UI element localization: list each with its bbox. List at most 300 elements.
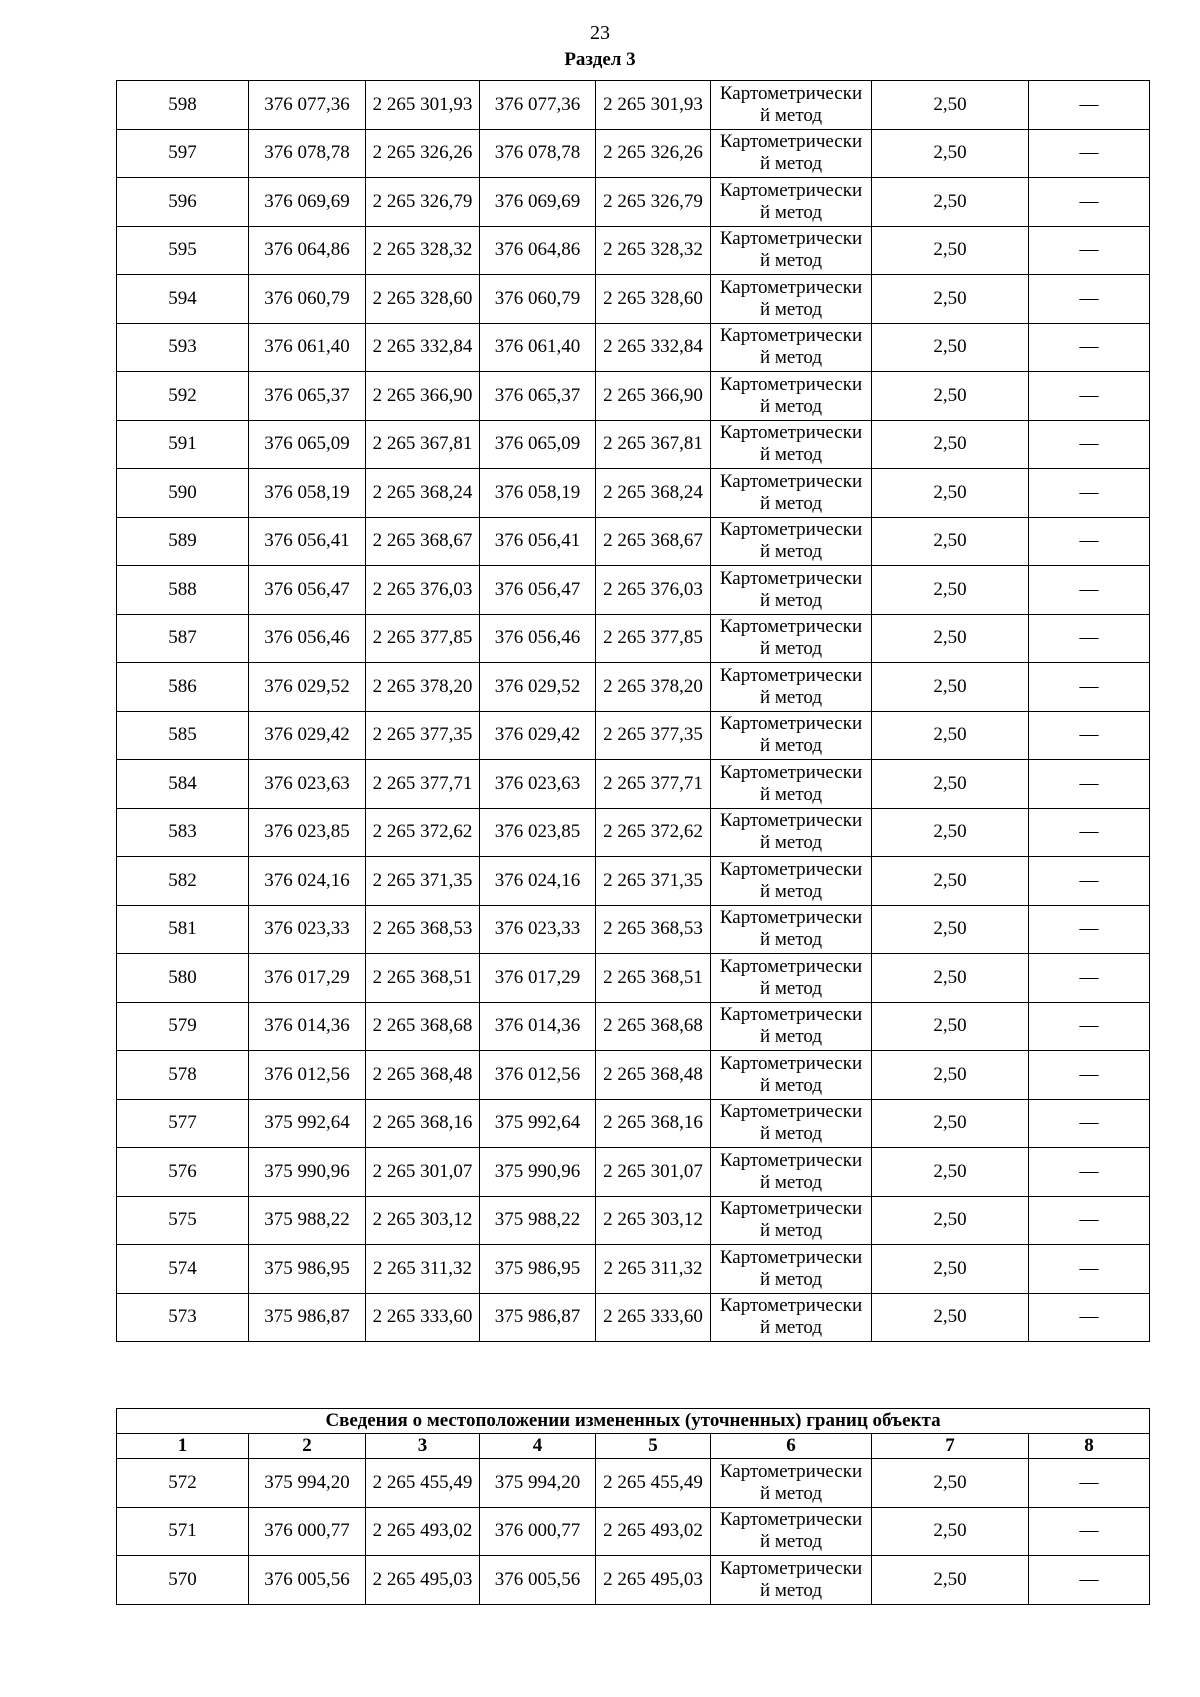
cell-x-existing: 376 023,63 (249, 760, 366, 809)
cell-precision: 2,50 (872, 517, 1029, 566)
cell-method (711, 1507, 872, 1556)
table-row (117, 1002, 1150, 1051)
cell-x-existing: 376 017,29 (249, 954, 366, 1003)
table-caption-row (117, 1409, 1150, 1434)
cell-x-new: 376 023,85 (480, 808, 596, 857)
cell-description: — (1029, 857, 1150, 906)
cell-x-existing: 376 012,56 (249, 1051, 366, 1100)
method-line-1: Картометрически (719, 761, 863, 783)
table-row (117, 1293, 1150, 1342)
cell-method (711, 1556, 872, 1605)
changed-boundaries-table (116, 1408, 1150, 1605)
method-line-1: Картометрически (719, 1101, 863, 1123)
method-line-1: Картометрически (719, 567, 863, 589)
table-row (117, 711, 1150, 760)
method-line-1: Картометрически (719, 858, 863, 880)
cell-x-existing: 376 065,37 (249, 372, 366, 421)
cell-point-number: 572 (117, 1459, 249, 1508)
cell-method (711, 372, 872, 421)
cell-y-new: 2 265 455,49 (596, 1459, 711, 1508)
cell-y-new: 2 265 368,24 (596, 469, 711, 518)
cell-description: — (1029, 1245, 1150, 1294)
method-line-2: й метод (759, 1171, 823, 1193)
cell-y-existing: 2 265 368,68 (366, 1002, 480, 1051)
cell-method (711, 711, 872, 760)
cell-description: — (1029, 469, 1150, 518)
cell-point-number: 591 (117, 420, 249, 469)
cell-x-existing: 375 986,95 (249, 1245, 366, 1294)
cell-x-new: 376 077,36 (480, 81, 596, 130)
cell-precision: 2,50 (872, 420, 1029, 469)
cell-point-number: 597 (117, 129, 249, 178)
cell-precision: 2,50 (872, 372, 1029, 421)
method-line-1: Картометрически (719, 810, 863, 832)
cell-precision: 2,50 (872, 1245, 1029, 1294)
cell-x-existing: 376 005,56 (249, 1556, 366, 1605)
cell-precision: 2,50 (872, 905, 1029, 954)
cell-y-existing: 2 265 333,60 (366, 1293, 480, 1342)
cell-x-existing: 376 029,52 (249, 663, 366, 712)
cell-method (711, 323, 872, 372)
cell-x-new: 375 994,20 (480, 1459, 596, 1508)
cell-description: — (1029, 129, 1150, 178)
cell-precision: 2,50 (872, 566, 1029, 615)
cell-description: — (1029, 275, 1150, 324)
cell-y-new: 2 265 301,93 (596, 81, 711, 130)
cell-method (711, 1459, 872, 1508)
cell-y-existing: 2 265 372,62 (366, 808, 480, 857)
cell-y-new: 2 265 301,07 (596, 1148, 711, 1197)
table-row (117, 420, 1150, 469)
cell-point-number: 594 (117, 275, 249, 324)
cell-x-new: 375 986,87 (480, 1293, 596, 1342)
cell-method (711, 663, 872, 712)
method-line-1: Картометрически (719, 373, 863, 395)
cell-precision: 2,50 (872, 323, 1029, 372)
method-line-1: Картометрически (719, 1557, 863, 1579)
cell-method (711, 275, 872, 324)
cell-method (711, 566, 872, 615)
cell-y-existing: 2 265 493,02 (366, 1507, 480, 1556)
cell-method (711, 1293, 872, 1342)
cell-y-existing: 2 265 368,67 (366, 517, 480, 566)
column-number-6: 6 (711, 1434, 872, 1459)
cell-precision: 2,50 (872, 1507, 1029, 1556)
cell-y-new: 2 265 326,26 (596, 129, 711, 178)
cell-method (711, 760, 872, 809)
cell-y-existing: 2 265 377,71 (366, 760, 480, 809)
cell-point-number: 586 (117, 663, 249, 712)
table-row (117, 469, 1150, 518)
cell-x-existing: 376 064,86 (249, 226, 366, 275)
cell-method (711, 81, 872, 130)
cell-y-new: 2 265 493,02 (596, 1507, 711, 1556)
method-line-1: Картометрически (719, 616, 863, 638)
cell-x-new: 375 992,64 (480, 1099, 596, 1148)
cell-x-existing: 375 994,20 (249, 1459, 366, 1508)
method-line-2: й метод (759, 1317, 823, 1339)
cell-precision: 2,50 (872, 1293, 1029, 1342)
cell-description: — (1029, 1293, 1150, 1342)
cell-point-number: 577 (117, 1099, 249, 1148)
cell-y-existing: 2 265 455,49 (366, 1459, 480, 1508)
method-line-1: Картометрически (719, 1198, 863, 1220)
cell-precision: 2,50 (872, 1099, 1029, 1148)
cell-x-existing: 376 061,40 (249, 323, 366, 372)
method-line-2: й метод (759, 783, 823, 805)
cell-y-new: 2 265 372,62 (596, 808, 711, 857)
cell-x-new: 376 023,63 (480, 760, 596, 809)
cell-point-number: 593 (117, 323, 249, 372)
cell-y-new: 2 265 326,79 (596, 178, 711, 227)
cell-point-number: 589 (117, 517, 249, 566)
cell-description: — (1029, 808, 1150, 857)
cell-y-existing: 2 265 495,03 (366, 1556, 480, 1605)
cell-x-existing: 376 069,69 (249, 178, 366, 227)
table-row (117, 566, 1150, 615)
cell-x-new: 376 023,33 (480, 905, 596, 954)
column-number-row (117, 1434, 1150, 1459)
cell-y-new: 2 265 368,67 (596, 517, 711, 566)
cell-x-new: 376 064,86 (480, 226, 596, 275)
table-row (117, 857, 1150, 906)
column-number-2: 2 (249, 1434, 366, 1459)
cell-x-existing: 375 990,96 (249, 1148, 366, 1197)
cell-precision: 2,50 (872, 226, 1029, 275)
cell-y-existing: 2 265 368,48 (366, 1051, 480, 1100)
cell-method (711, 420, 872, 469)
method-line-1: Картометрически (719, 1052, 863, 1074)
method-line-2: й метод (759, 977, 823, 999)
cell-method (711, 614, 872, 663)
cell-y-new: 2 265 377,35 (596, 711, 711, 760)
table-row (117, 760, 1150, 809)
method-line-1: Картометрически (719, 82, 863, 104)
method-line-2: й метод (759, 153, 823, 175)
cell-y-new: 2 265 495,03 (596, 1556, 711, 1605)
cell-description: — (1029, 663, 1150, 712)
cell-point-number: 596 (117, 178, 249, 227)
cell-point-number: 584 (117, 760, 249, 809)
method-line-1: Картометрически (719, 955, 863, 977)
cell-x-existing: 376 077,36 (249, 81, 366, 130)
cell-y-new: 2 265 368,16 (596, 1099, 711, 1148)
cell-x-existing: 376 058,19 (249, 469, 366, 518)
table-row (117, 178, 1150, 227)
cell-method (711, 857, 872, 906)
cell-x-new: 375 986,95 (480, 1245, 596, 1294)
method-line-2: й метод (759, 298, 823, 320)
cell-x-new: 375 990,96 (480, 1148, 596, 1197)
table-row (117, 954, 1150, 1003)
cell-precision: 2,50 (872, 711, 1029, 760)
cell-point-number: 587 (117, 614, 249, 663)
cell-y-existing: 2 265 377,35 (366, 711, 480, 760)
cell-method (711, 1196, 872, 1245)
cell-y-existing: 2 265 326,26 (366, 129, 480, 178)
changed-boundaries-body (117, 1409, 1150, 1605)
cell-y-existing: 2 265 368,24 (366, 469, 480, 518)
cell-precision: 2,50 (872, 1051, 1029, 1100)
cell-precision: 2,50 (872, 275, 1029, 324)
cell-x-existing: 376 000,77 (249, 1507, 366, 1556)
cell-x-existing: 376 078,78 (249, 129, 366, 178)
section-title: Раздел 3 (564, 49, 636, 70)
cell-precision: 2,50 (872, 178, 1029, 227)
cell-precision: 2,50 (872, 129, 1029, 178)
cell-method (711, 469, 872, 518)
method-line-1: Картометрически (719, 228, 863, 250)
table-row (117, 1148, 1150, 1197)
cell-x-existing: 376 060,79 (249, 275, 366, 324)
method-line-1: Картометрически (719, 713, 863, 735)
table-row (117, 663, 1150, 712)
column-number-4: 4 (480, 1434, 596, 1459)
cell-x-existing: 376 024,16 (249, 857, 366, 906)
method-line-1: Картометрически (719, 1460, 863, 1482)
cell-description: — (1029, 760, 1150, 809)
cell-point-number: 582 (117, 857, 249, 906)
cell-x-existing: 375 992,64 (249, 1099, 366, 1148)
cell-x-new: 376 065,09 (480, 420, 596, 469)
method-line-2: й метод (759, 735, 823, 757)
cell-method (711, 226, 872, 275)
table-caption: Сведения о местоположении измененных (уточненных) границ объекта (117, 1409, 1150, 1434)
cell-x-new: 376 017,29 (480, 954, 596, 1003)
cell-description: — (1029, 614, 1150, 663)
cell-description: — (1029, 566, 1150, 615)
cell-x-existing: 376 065,09 (249, 420, 366, 469)
cell-point-number: 576 (117, 1148, 249, 1197)
cell-point-number: 579 (117, 1002, 249, 1051)
cell-y-existing: 2 265 368,51 (366, 954, 480, 1003)
cell-description: — (1029, 1556, 1150, 1605)
method-line-2: й метод (759, 929, 823, 951)
method-line-1: Картометрически (719, 1509, 863, 1531)
method-line-1: Картометрически (719, 1004, 863, 1026)
cell-description: — (1029, 1051, 1150, 1100)
cell-description: — (1029, 711, 1150, 760)
cell-precision: 2,50 (872, 1002, 1029, 1051)
cell-precision: 2,50 (872, 1196, 1029, 1245)
cell-x-new: 376 078,78 (480, 129, 596, 178)
cell-y-new: 2 265 366,90 (596, 372, 711, 421)
cell-y-new: 2 265 376,03 (596, 566, 711, 615)
cell-y-new: 2 265 311,32 (596, 1245, 711, 1294)
cell-y-new: 2 265 303,12 (596, 1196, 711, 1245)
method-line-2: й метод (759, 492, 823, 514)
cell-y-new: 2 265 368,68 (596, 1002, 711, 1051)
cell-method (711, 954, 872, 1003)
method-line-2: й метод (759, 250, 823, 272)
cell-y-existing: 2 265 377,85 (366, 614, 480, 663)
cell-x-new: 376 029,52 (480, 663, 596, 712)
cell-y-new: 2 265 371,35 (596, 857, 711, 906)
cell-y-existing: 2 265 303,12 (366, 1196, 480, 1245)
cell-point-number: 583 (117, 808, 249, 857)
cell-y-existing: 2 265 301,07 (366, 1148, 480, 1197)
cell-y-existing: 2 265 328,60 (366, 275, 480, 324)
table-row (117, 614, 1150, 663)
table-row (117, 226, 1150, 275)
cell-x-new: 376 060,79 (480, 275, 596, 324)
method-line-2: й метод (759, 1579, 823, 1601)
cell-description: — (1029, 1002, 1150, 1051)
cell-precision: 2,50 (872, 760, 1029, 809)
column-number-1: 1 (117, 1434, 249, 1459)
cell-description: — (1029, 1507, 1150, 1556)
cell-description: — (1029, 517, 1150, 566)
cell-description: — (1029, 1148, 1150, 1197)
cell-method (711, 517, 872, 566)
method-line-1: Картометрически (719, 276, 863, 298)
cell-y-new: 2 265 333,60 (596, 1293, 711, 1342)
cell-precision: 2,50 (872, 663, 1029, 712)
cell-precision: 2,50 (872, 1459, 1029, 1508)
column-number-5: 5 (596, 1434, 711, 1459)
table-row (117, 372, 1150, 421)
cell-y-new: 2 265 328,32 (596, 226, 711, 275)
cell-point-number: 580 (117, 954, 249, 1003)
method-line-1: Картометрически (719, 422, 863, 444)
cell-y-existing: 2 265 326,79 (366, 178, 480, 227)
cell-precision: 2,50 (872, 1556, 1029, 1605)
method-line-2: й метод (759, 104, 823, 126)
column-number-7: 7 (872, 1434, 1029, 1459)
cell-method (711, 178, 872, 227)
table-row (117, 1051, 1150, 1100)
cell-point-number: 578 (117, 1051, 249, 1100)
table-row (117, 81, 1150, 130)
cell-precision: 2,50 (872, 614, 1029, 663)
cell-y-new: 2 265 368,53 (596, 905, 711, 954)
cell-point-number: 571 (117, 1507, 249, 1556)
method-line-1: Картометрически (719, 664, 863, 686)
cell-x-new: 376 012,56 (480, 1051, 596, 1100)
cell-y-new: 2 265 332,84 (596, 323, 711, 372)
table-row (117, 808, 1150, 857)
cell-x-existing: 376 023,33 (249, 905, 366, 954)
table-row (117, 905, 1150, 954)
method-line-2: й метод (759, 1026, 823, 1048)
cell-y-existing: 2 265 378,20 (366, 663, 480, 712)
cell-description: — (1029, 1459, 1150, 1508)
cell-x-new: 376 069,69 (480, 178, 596, 227)
cell-x-new: 376 061,40 (480, 323, 596, 372)
cell-method (711, 1002, 872, 1051)
cell-method (711, 1148, 872, 1197)
cell-x-existing: 376 023,85 (249, 808, 366, 857)
method-line-2: й метод (759, 880, 823, 902)
cell-x-new: 376 029,42 (480, 711, 596, 760)
cell-y-new: 2 265 328,60 (596, 275, 711, 324)
cell-description: — (1029, 1196, 1150, 1245)
method-line-2: й метод (759, 686, 823, 708)
cell-precision: 2,50 (872, 469, 1029, 518)
cell-point-number: 598 (117, 81, 249, 130)
table-row (117, 275, 1150, 324)
method-line-2: й метод (759, 201, 823, 223)
method-line-1: Картометрически (719, 131, 863, 153)
cell-y-new: 2 265 367,81 (596, 420, 711, 469)
cell-x-existing: 376 056,47 (249, 566, 366, 615)
cell-x-existing: 375 986,87 (249, 1293, 366, 1342)
cell-point-number: 585 (117, 711, 249, 760)
cell-point-number: 574 (117, 1245, 249, 1294)
cell-x-new: 376 056,41 (480, 517, 596, 566)
cell-point-number: 570 (117, 1556, 249, 1605)
cell-y-existing: 2 265 368,16 (366, 1099, 480, 1148)
method-line-2: й метод (759, 638, 823, 660)
method-line-1: Картометрически (719, 179, 863, 201)
cell-precision: 2,50 (872, 954, 1029, 1003)
cell-point-number: 595 (117, 226, 249, 275)
cell-method (711, 1051, 872, 1100)
method-line-2: й метод (759, 1220, 823, 1242)
table-row (117, 1507, 1150, 1556)
cell-precision: 2,50 (872, 808, 1029, 857)
boundary-points-body (117, 81, 1150, 1342)
table-row (117, 1099, 1150, 1148)
cell-x-existing: 376 056,41 (249, 517, 366, 566)
cell-point-number: 581 (117, 905, 249, 954)
cell-y-new: 2 265 377,85 (596, 614, 711, 663)
cell-method (711, 1099, 872, 1148)
method-line-2: й метод (759, 589, 823, 611)
cell-y-existing: 2 265 368,53 (366, 905, 480, 954)
cell-x-new: 376 000,77 (480, 1507, 596, 1556)
cell-precision: 2,50 (872, 1148, 1029, 1197)
method-line-1: Картометрически (719, 907, 863, 929)
table-row (117, 517, 1150, 566)
cell-y-existing: 2 265 367,81 (366, 420, 480, 469)
method-line-1: Картометрически (719, 470, 863, 492)
method-line-1: Картометрически (719, 1246, 863, 1268)
cell-y-new: 2 265 378,20 (596, 663, 711, 712)
method-line-1: Картометрически (719, 1295, 863, 1317)
method-line-2: й метод (759, 347, 823, 369)
cell-x-new: 376 058,19 (480, 469, 596, 518)
cell-method (711, 808, 872, 857)
boundary-points-table (116, 80, 1150, 1342)
page-number: 23 (590, 22, 610, 44)
cell-point-number: 592 (117, 372, 249, 421)
cell-x-new: 376 014,36 (480, 1002, 596, 1051)
cell-description: — (1029, 954, 1150, 1003)
cell-y-existing: 2 265 376,03 (366, 566, 480, 615)
cell-y-new: 2 265 377,71 (596, 760, 711, 809)
cell-y-existing: 2 265 301,93 (366, 81, 480, 130)
table-row (117, 1245, 1150, 1294)
cell-point-number: 573 (117, 1293, 249, 1342)
cell-point-number: 575 (117, 1196, 249, 1245)
cell-point-number: 588 (117, 566, 249, 615)
cell-precision: 2,50 (872, 857, 1029, 906)
method-line-2: й метод (759, 1074, 823, 1096)
cell-x-new: 375 988,22 (480, 1196, 596, 1245)
cell-y-existing: 2 265 328,32 (366, 226, 480, 275)
cell-precision: 2,50 (872, 81, 1029, 130)
method-line-2: й метод (759, 395, 823, 417)
method-line-2: й метод (759, 541, 823, 563)
column-number-8: 8 (1029, 1434, 1150, 1459)
method-line-2: й метод (759, 444, 823, 466)
cell-x-new: 376 056,47 (480, 566, 596, 615)
cell-description: — (1029, 178, 1150, 227)
cell-x-new: 376 065,37 (480, 372, 596, 421)
method-line-2: й метод (759, 1268, 823, 1290)
table-row (117, 129, 1150, 178)
